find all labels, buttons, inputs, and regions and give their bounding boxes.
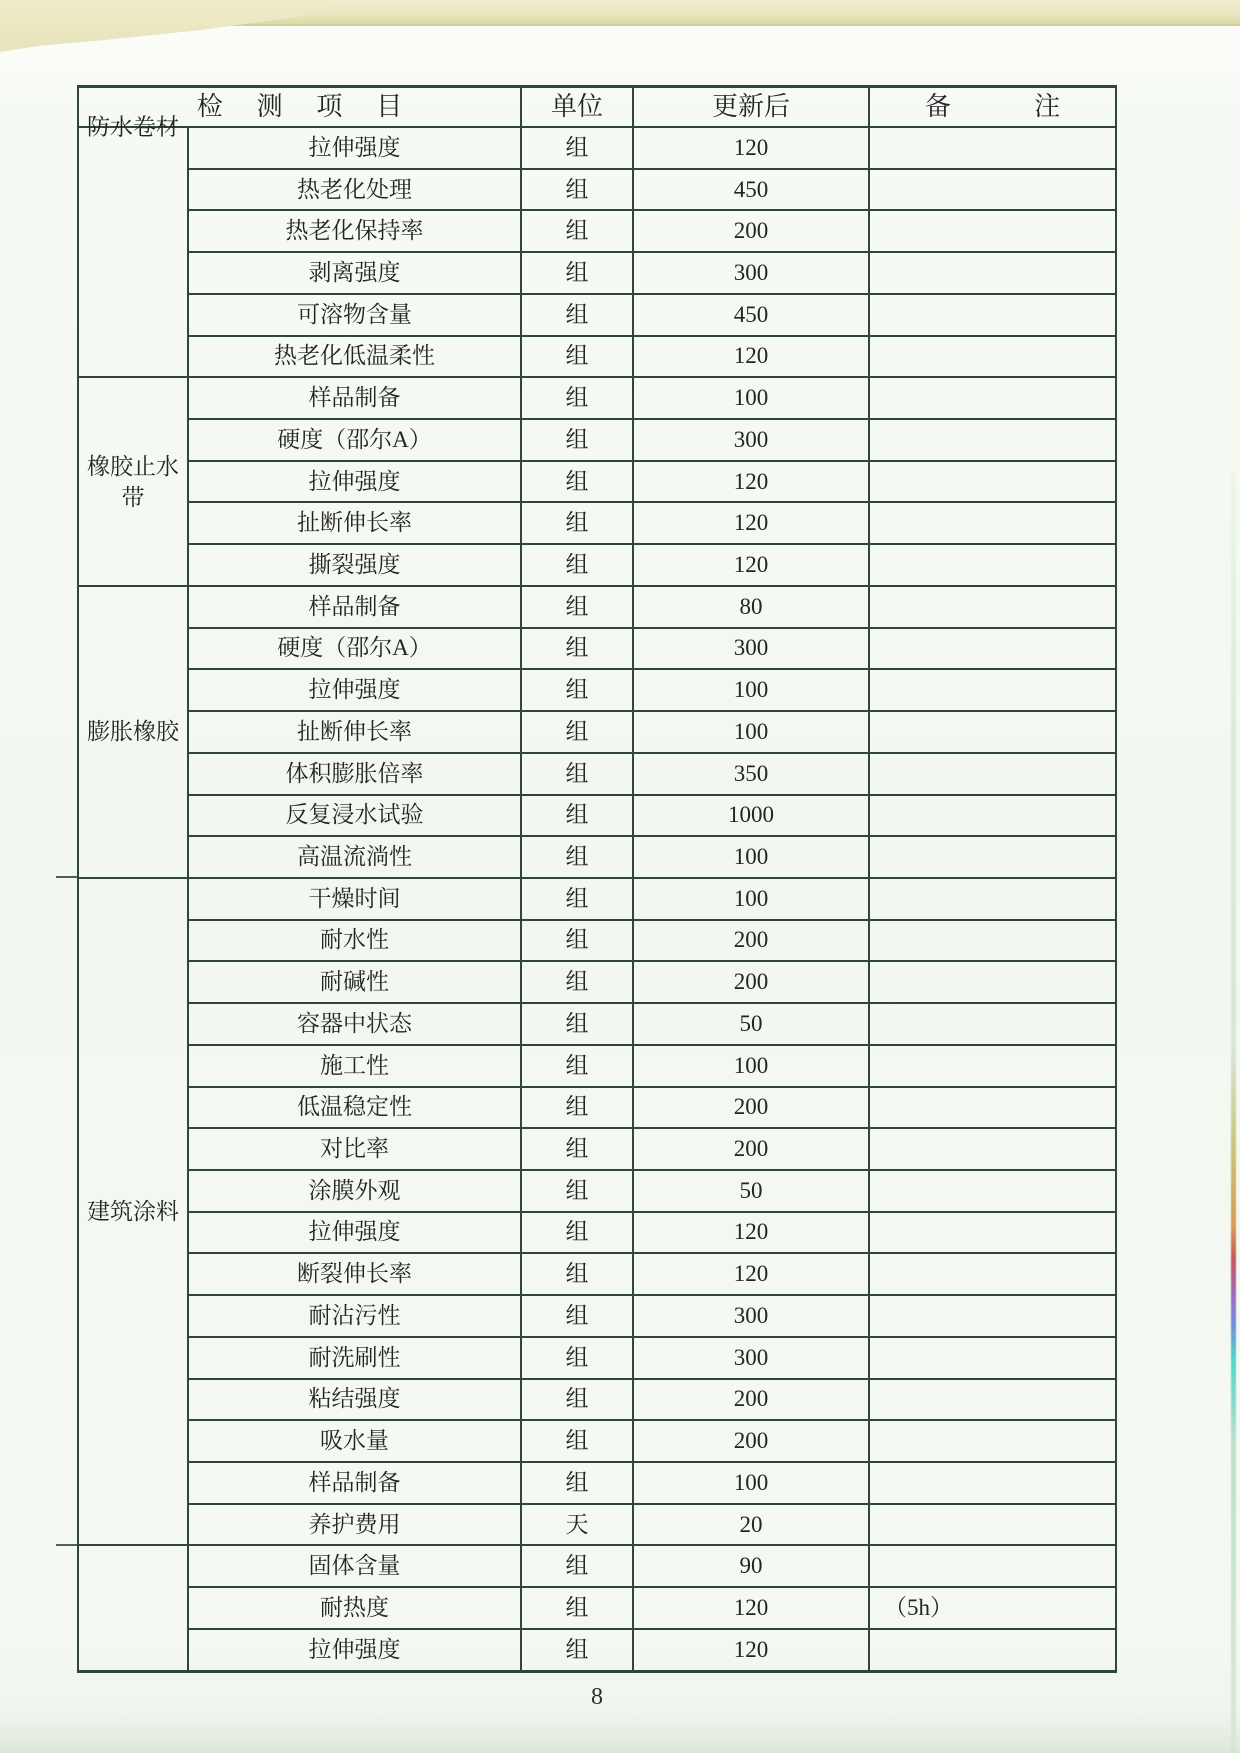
item-cell: 样品制备 [189,587,522,629]
item-cell: 养护费用 [189,1505,522,1547]
value-cell: 90 [634,1546,870,1588]
remark-cell [870,253,1115,295]
item-cell: 耐沾污性 [189,1296,522,1338]
test-items-table [77,85,1144,1673]
item-cell: 粘结强度 [189,1380,522,1422]
value-cell: 100 [634,670,870,712]
column-header-remark [870,88,1144,128]
pen-line-overshoot [56,1544,79,1546]
remark-cell [870,1213,1115,1255]
remark-cell [870,962,1115,1004]
value-cell: 100 [634,879,870,921]
remark-cell [870,420,1115,462]
value-cell: 120 [634,462,870,504]
item-cell: 硬度（邵尔A） [189,629,522,671]
item-cell: 涂膜外观 [189,1171,522,1213]
value-cell: 50 [634,1004,870,1046]
remark-cell [870,337,1115,379]
category-label: 建筑涂料 [87,1199,179,1225]
value-cell: 450 [634,170,870,212]
category-cell [79,587,189,879]
value-cell: 350 [634,754,870,796]
unit-cell: 组 [522,712,634,754]
unit-cell: 天 [522,1505,634,1547]
value-cell: 120 [634,1588,870,1630]
remark-cell [870,921,1115,963]
remark-cell [870,670,1115,712]
value-cell: 450 [634,295,870,337]
unit-cell: 组 [522,587,634,629]
remark-cell [870,587,1115,629]
remark-cell [870,128,1115,170]
category-label: 防水卷材 [87,114,179,140]
value-cell: 50 [634,1171,870,1213]
unit-cell: 组 [522,837,634,879]
remark-cell [870,1171,1115,1213]
remark-cell [870,295,1115,337]
value-cell: 100 [634,1046,870,1088]
unit-cell: 组 [522,962,634,1004]
value-cell: 120 [634,337,870,379]
unit-cell: 组 [522,545,634,587]
value-cell: 120 [634,1630,870,1672]
page-crease-rainbow-artifact [1231,470,1236,1753]
remark-cell [870,1296,1115,1338]
remark-cell [870,1505,1115,1547]
value-cell: 1000 [634,796,870,838]
unit-cell: 组 [522,420,634,462]
remark-cell [870,1129,1115,1171]
value-cell: 200 [634,1421,870,1463]
unit-cell: 组 [522,879,634,921]
value-cell: 200 [634,1129,870,1171]
value-cell: 200 [634,962,870,1004]
item-cell: 热老化低温柔性 [189,337,522,379]
remark-cell [870,378,1115,420]
remark-cell [870,879,1115,921]
value-cell: 200 [634,1380,870,1422]
item-cell: 固体含量 [189,1546,522,1588]
remark-cell [870,796,1115,838]
item-cell: 施工性 [189,1046,522,1088]
value-cell: 100 [634,1463,870,1505]
unit-cell: 组 [522,337,634,379]
remark-cell [870,629,1115,671]
value-cell: 80 [634,587,870,629]
item-cell: 剥离强度 [189,253,522,295]
unit-cell: 组 [522,921,634,963]
value-cell: 300 [634,1296,870,1338]
pen-line-overshoot [56,876,79,878]
scan-bottom-shadow [0,1711,1240,1753]
column-header-label: 备注 [924,92,1144,122]
unit-cell: 组 [522,253,634,295]
item-cell: 硬度（邵尔A） [189,420,522,462]
value-cell: 20 [634,1505,870,1547]
remark-cell: （5h） [870,1588,1115,1630]
unit-cell: 组 [522,1463,634,1505]
item-cell: 热老化保持率 [189,211,522,253]
remark-cell [870,1046,1115,1088]
value-cell: 120 [634,1213,870,1255]
item-cell: 高温流淌性 [189,837,522,879]
item-cell: 耐碱性 [189,962,522,1004]
remark-cell [870,754,1115,796]
value-cell: 120 [634,503,870,545]
unit-cell: 组 [522,670,634,712]
unit-cell: 组 [522,295,634,337]
value-cell: 100 [634,712,870,754]
unit-cell: 组 [522,211,634,253]
unit-cell: 组 [522,1254,634,1296]
unit-cell: 组 [522,1588,634,1630]
item-cell: 耐洗刷性 [189,1338,522,1380]
item-cell: 拉伸强度 [189,462,522,504]
unit-cell: 组 [522,796,634,838]
column-header-label: 检测项目 [196,92,436,122]
value-cell: 120 [634,1254,870,1296]
item-cell: 拉伸强度 [189,1630,522,1672]
category-cell [79,378,189,587]
unit-cell: 组 [522,1296,634,1338]
remark-cell [870,712,1115,754]
item-cell: 扯断伸长率 [189,712,522,754]
value-cell: 300 [634,1338,870,1380]
unit-cell: 组 [522,170,634,212]
item-cell: 吸水量 [189,1421,522,1463]
unit-cell: 组 [522,754,634,796]
remark-cell [870,545,1115,587]
unit-cell: 组 [522,1171,634,1213]
item-cell: 样品制备 [189,378,522,420]
remark-cell [870,503,1115,545]
remark-cell [870,1254,1115,1296]
item-cell: 干燥时间 [189,879,522,921]
remark-cell [870,837,1115,879]
column-header-updated-value [634,88,870,128]
item-cell: 拉伸强度 [189,128,522,170]
unit-cell: 组 [522,629,634,671]
item-cell: 样品制备 [189,1463,522,1505]
remark-cell [870,462,1115,504]
value-cell: 200 [634,211,870,253]
value-cell: 300 [634,420,870,462]
remark-cell [870,1421,1115,1463]
category-label: 膨胀橡胶 [87,719,179,745]
remark-cell [870,211,1115,253]
value-cell: 100 [634,378,870,420]
item-cell: 低温稳定性 [189,1088,522,1130]
remark-cell [870,1546,1115,1588]
item-cell: 反复浸水试验 [189,796,522,838]
value-cell: 120 [634,545,870,587]
unit-cell: 组 [522,1088,634,1130]
item-cell: 耐水性 [189,921,522,963]
unit-cell: 组 [522,1546,634,1588]
item-cell: 撕裂强度 [189,545,522,587]
item-cell: 可溶物含量 [189,295,522,337]
unit-cell: 组 [522,1129,634,1171]
category-cell [79,114,189,378]
column-header-label: 更新后 [711,92,790,122]
item-cell: 体积膨胀倍率 [189,754,522,796]
unit-cell: 组 [522,1004,634,1046]
value-cell: 300 [634,253,870,295]
remark-cell [870,170,1115,212]
category-label: 橡胶止水带 [87,453,179,510]
item-cell: 拉伸强度 [189,1213,522,1255]
column-header-label: 单位 [550,92,603,122]
item-cell: 容器中状态 [189,1004,522,1046]
remark-cell [870,1004,1115,1046]
unit-cell: 组 [522,1630,634,1672]
unit-cell: 组 [522,462,634,504]
item-cell: 对比率 [189,1129,522,1171]
unit-cell: 组 [522,378,634,420]
item-cell: 断裂伸长率 [189,1254,522,1296]
remark-cell [870,1338,1115,1380]
remark-cell [870,1630,1115,1672]
category-cell [79,879,189,1547]
value-cell: 200 [634,921,870,963]
item-cell: 热老化处理 [189,170,522,212]
value-cell: 120 [634,128,870,170]
unit-cell: 组 [522,1046,634,1088]
item-cell: 扯断伸长率 [189,503,522,545]
remark-cell [870,1088,1115,1130]
unit-cell: 组 [522,1421,634,1463]
column-header-unit [522,88,634,128]
remark-cell [870,1380,1115,1422]
page-number: 8 [591,1684,603,1710]
item-cell: 耐热度 [189,1588,522,1630]
category-cell [79,1546,189,1671]
unit-cell: 组 [522,1380,634,1422]
unit-cell: 组 [522,128,634,170]
unit-cell: 组 [522,1338,634,1380]
remark-cell [870,1463,1115,1505]
value-cell: 100 [634,837,870,879]
item-cell: 拉伸强度 [189,670,522,712]
unit-cell: 组 [522,503,634,545]
value-cell: 300 [634,629,870,671]
value-cell: 200 [634,1088,870,1130]
unit-cell: 组 [522,1213,634,1255]
